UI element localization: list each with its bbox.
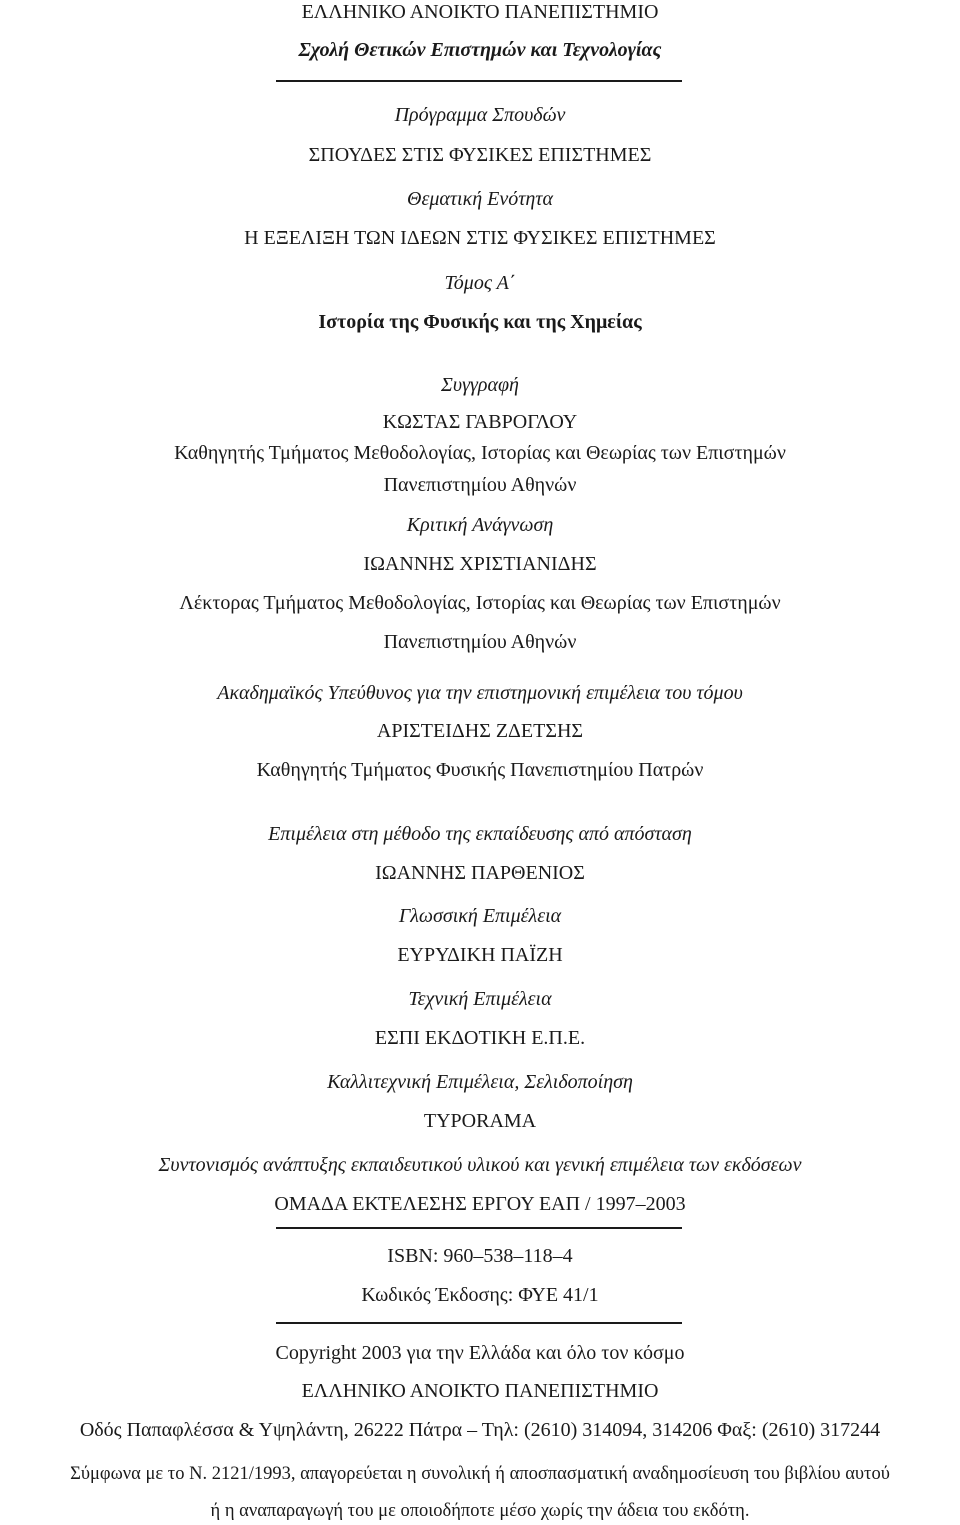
academic-editor-name: ΑΡΙΣΤΕΙΔΗΣ ΖΔΕΤΣΗΣ (376, 720, 584, 742)
coordination-rule (276, 1227, 682, 1229)
copyright-holder: ΕΛΛΗΝΙΚΟ ΑΝΟΙΚΤΟ ΠΑΝΕΠΙΣΤΗΜΙΟ (301, 1380, 659, 1402)
header-institution: ΕΛΛΗΝΙΚΟ ΑΝΟΙΚΤΟ ΠΑΝΕΠΙΣΤΗΜΙΟ (301, 1, 659, 23)
technical-editing-label: Τεχνική Επιμέλεια (408, 988, 552, 1010)
edition-code: Κωδικός Έκδοσης: ΦΥΕ 41/1 (361, 1284, 599, 1306)
unit-label: Θεματική Ενότητα (407, 188, 553, 210)
author-label: Συγγραφή (441, 374, 519, 396)
language-editing-label: Γλωσσική Επιμέλεια (398, 905, 562, 927)
academic-editor-label: Ακαδημαϊκός Υπεύθυνος για την επιστημονική επιμέλεια του τόμου (217, 682, 743, 704)
review-university: Πανεπιστημίου Αθηνών (383, 631, 577, 653)
language-editing-name: ΕΥΡΥΔΙΚΗ ΠΑΪΖΗ (397, 944, 563, 966)
program-name: ΣΠΟΥΔΕΣ ΣΤΙΣ ΦΥΣΙΚΕΣ ΕΠΙΣΤΗΜΕΣ (308, 144, 652, 166)
review-label: Κριτική Ανάγνωση (406, 514, 554, 536)
art-editing-name: TYPORAMA (423, 1110, 537, 1132)
distance-editing-label: Επιμέλεια στη μέθοδο της εκπαίδευσης από απόσταση (268, 823, 692, 845)
volume-title: Ιστορία της Φυσικής και της Χημείας (318, 311, 642, 333)
review-name: ΙΩΑΝΝΗΣ ΧΡΙΣΤΙΑΝΙΔΗΣ (363, 553, 597, 575)
copyright-notice: Copyright 2003 για την Ελλάδα και όλο τον κόσμο (275, 1342, 685, 1364)
legal-notice-line-1: Σύμφωνα με το Ν. 2121/1993, απαγορεύεται η συνολική ή αποσπασματική αναδημοσίευση του βιβλίου αυτού (70, 1464, 890, 1484)
distance-editing-name: ΙΩΑΝΝΗΣ ΠΑΡΘΕΝΙΟΣ (375, 862, 585, 884)
volume-label: Τόμος Α΄ (444, 272, 516, 294)
author-position: Καθηγητής Τμήματος Μεθοδολογίας, Ιστορίας και Θεωρίας των Επιστημών (174, 442, 786, 464)
coordination-name: ΟΜΑΔΑ ΕΚΤΕΛΕΣΗΣ ΕΡΓΟΥ ΕΑΠ / 1997–2003 (274, 1193, 686, 1215)
review-position: Λέκτορας Τμήματος Μεθοδολογίας, Ιστορίας και Θεωρίας των Επιστημών (179, 592, 781, 614)
header-school: Σχολή Θετικών Επιστημών και Τεχνολογίας (298, 39, 662, 61)
publication-rule (276, 1322, 682, 1324)
author-name: ΚΩΣΤΑΣ ΓΑΒΡΟΓΛΟΥ (382, 411, 578, 433)
program-label: Πρόγραμμα Σπουδών (394, 104, 566, 126)
author-university: Πανεπιστημίου Αθηνών (383, 474, 577, 496)
technical-editing-name: ΕΣΠΙ ΕΚΔΟΤΙΚΗ Ε.Π.Ε. (374, 1027, 586, 1049)
academic-editor-position: Καθηγητής Τμήματος Φυσικής Πανεπιστημίου Πατρών (256, 759, 704, 781)
coordination-label: Συντονισμός ανάπτυξης εκπαιδευτικού υλικού και γενική επιμέλεια των εκδόσεων (158, 1154, 802, 1176)
unit-name: Η ΕΞΕΛΙΞΗ ΤΩΝ ΙΔΕΩΝ ΣΤΙΣ ΦΥΣΙΚΕΣ ΕΠΙΣΤΗΜΕΣ (244, 227, 716, 249)
header-rule (276, 80, 682, 82)
legal-notice-line-2: ή η αναπαραγωγή του με οποιοδήποτε μέσο χωρίς την άδεια του εκδότη. (210, 1501, 750, 1521)
isbn: ISBN: 960–538–118–4 (387, 1245, 573, 1267)
art-editing-label: Καλλιτεχνική Επιμέλεια, Σελιδοποίηση (327, 1071, 633, 1093)
copyright-address: Οδός Παπαφλέσσα & Υψηλάντη, 26222 Πάτρα – Τηλ: (2610) 314094, 314206 Φαξ: (2610) 317244 (79, 1419, 881, 1441)
